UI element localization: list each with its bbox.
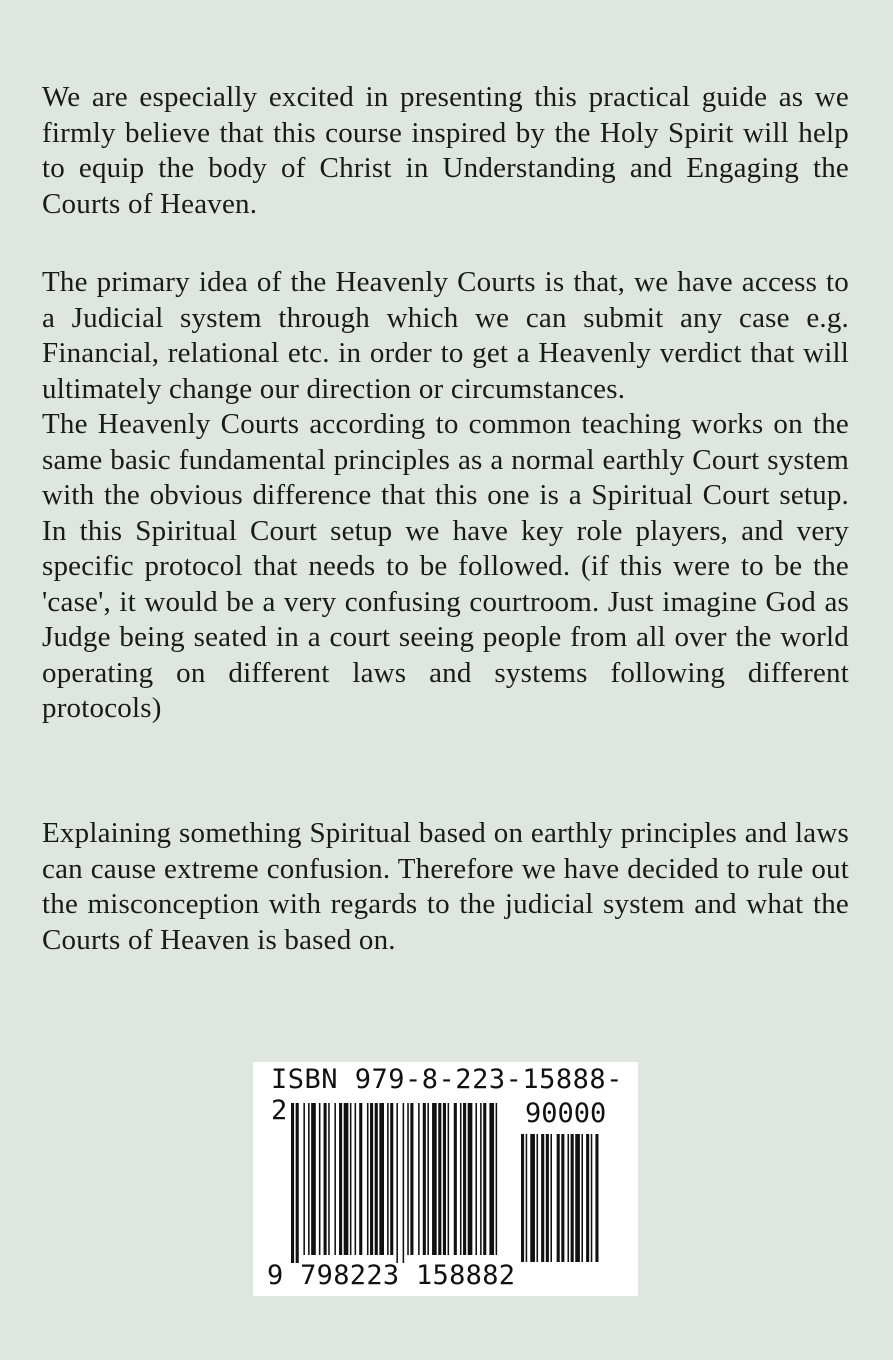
barcode-bar [296, 1103, 299, 1263]
barcode-bar [521, 1134, 524, 1262]
barcode-bar [418, 1103, 420, 1255]
body-paragraphs [42, 265, 849, 727]
barcode-digits: 9 798223 158882 [267, 1260, 516, 1291]
barcode-bar [339, 1103, 342, 1255]
barcode-bar [571, 1134, 574, 1262]
barcode-bar [403, 1103, 405, 1263]
barcode-bar [595, 1134, 598, 1262]
barcode-bar [475, 1103, 477, 1255]
barcode-bar [454, 1103, 457, 1255]
barcode-bar [586, 1134, 589, 1262]
barcode-bar [468, 1103, 473, 1255]
barcode-bar [526, 1134, 528, 1262]
barcode-bar [561, 1134, 564, 1262]
barcode-bar [390, 1103, 393, 1255]
barcode-bar [480, 1103, 482, 1255]
price-code: 90000 [525, 1098, 607, 1129]
barcode-bar [324, 1103, 327, 1255]
barcode-bar [550, 1134, 552, 1262]
barcode-bar [344, 1103, 349, 1255]
barcode-bar [303, 1103, 305, 1255]
paragraph-text: The primary idea of the Heavenly Courts is that, we have access to a Judicial system through which we can submit any case e.g. Financial, relational etc. in order to get a Heavenly verdict that will ultimately change our direction or circumstances. [42, 266, 849, 405]
barcode-bar [568, 1134, 570, 1262]
closing-paragraph [42, 816, 849, 958]
barcode-bar [334, 1103, 336, 1255]
barcode-bar [291, 1103, 294, 1263]
isbn-barcode [253, 1062, 638, 1296]
barcode-bar [460, 1103, 462, 1255]
barcode-bar [308, 1103, 310, 1255]
paragraph-text: The Heavenly Courts according to common teaching works on the same basic fundamental principles as a normal earthly Court system with the obvious difference that this one is a Spiritual Court setup. In this Spiritual Court setup we have key role players, and very specific protocol that needs to be followed. (if this were to be the 'case', it would be a very confusing courtroom. Just imagine God as Judge being seated in a court seeing people from all over the world operating on different laws and systems following different protocols) [42, 408, 849, 724]
barcode-bar [375, 1103, 378, 1255]
barcode-bar [463, 1103, 466, 1255]
barcode-bar [443, 1103, 446, 1255]
intro-paragraph [42, 80, 849, 222]
barcode-bar [541, 1134, 544, 1262]
barcode-bar [581, 1134, 583, 1262]
barcode-bar [350, 1103, 352, 1255]
barcode-bar [432, 1103, 437, 1255]
barcode-bar [311, 1103, 316, 1255]
barcode-bar [489, 1103, 494, 1255]
barcode-bar [448, 1103, 450, 1255]
barcode-bar [530, 1134, 535, 1262]
barcode-bar [359, 1103, 362, 1255]
barcode-bar [557, 1134, 560, 1262]
barcode-bar [537, 1134, 539, 1262]
barcode-bar [546, 1134, 549, 1262]
barcode-bar [496, 1103, 498, 1255]
barcode-bar [370, 1103, 373, 1255]
barcode-bar [438, 1103, 441, 1255]
barcode-bar [591, 1134, 593, 1262]
barcode-bar [575, 1134, 580, 1262]
isbn-label: ISBN 979-8-223-15888-2 [271, 1064, 623, 1126]
barcode-bar [387, 1103, 389, 1255]
barcode-bar [423, 1103, 426, 1255]
paragraph-text: Explaining something Spiritual based on earthly principles and laws can cause extreme confusion. Therefore we have decided to rule out the misconception with regards to the judicial system and what the Courts of Heaven is based on. [42, 817, 849, 956]
barcode-bar [483, 1103, 486, 1255]
barcode-bar [410, 1103, 413, 1255]
barcode-bar [427, 1103, 429, 1255]
barcode-bar [355, 1103, 357, 1255]
paragraph-text: We are especially excited in presenting this practical guide as we firmly believe that this course inspired by the Holy Spirit will help to equip the body of Christ in Understanding and Engaging the Courts of Heaven. [42, 81, 849, 220]
barcode-bar [367, 1103, 369, 1255]
barcode-bar [319, 1103, 321, 1255]
barcode-bar [396, 1103, 398, 1263]
barcode-bar [407, 1103, 409, 1255]
barcode-bar [379, 1103, 384, 1255]
barcode-bar [328, 1103, 330, 1255]
